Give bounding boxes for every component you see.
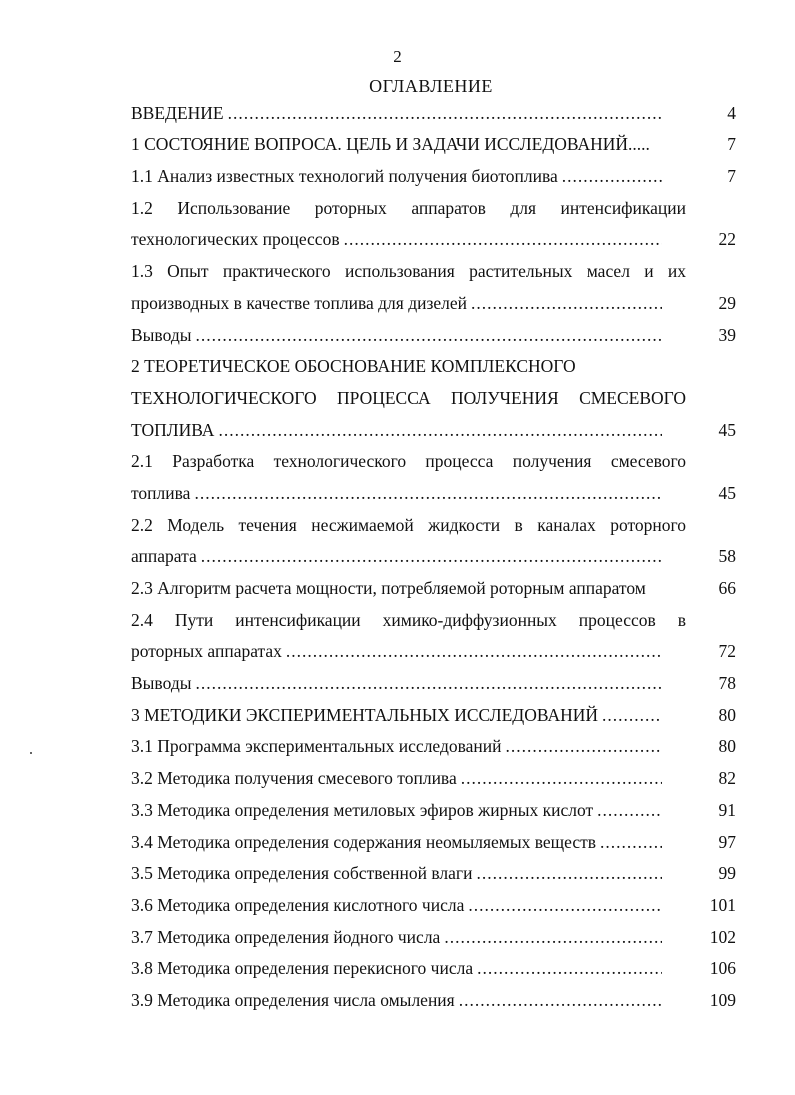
toc-entry [131,472,736,504]
toc-entry-label: ТОПЛИВА [131,419,215,440]
toc-entry-label: 3.1 Программа экспериментальных исследований [131,736,502,757]
toc-entry-page: 99 [718,863,736,884]
dot-leader [218,420,662,441]
toc-entry [131,726,736,758]
toc-entry-page: 80 [718,704,736,725]
scan-speck [30,752,32,754]
toc-entry-label: 3 МЕТОДИКИ ЭКСПЕРИМЕНТАЛЬНЫХ ИССЛЕДОВАНИЙ [131,704,598,725]
toc-entry [131,757,736,789]
toc-entry-label: 2.4 Пути интенсификации химико-диффузионных процессов в [131,609,686,630]
toc-entry-label: 3.9 Методика определения числа омыления [131,989,455,1010]
toc-entry-label: аппарата [131,546,197,567]
dot-leader [471,293,662,314]
toc-entry-page: 102 [709,926,736,947]
toc-entry-label: 2.2 Модель течения несжимаемой жидкости в каналах роторного [131,514,686,535]
toc-entry-page: 91 [718,799,736,820]
toc-entry-label: 1.1 Анализ известных технологий получения биотоплива [131,166,558,187]
toc-entry [131,536,736,568]
toc-entry-page: 66 [718,578,736,598]
toc-entry [131,219,736,251]
toc-entry [131,441,736,473]
dot-leader [476,863,662,884]
toc-entry-page: 4 [727,102,736,123]
dot-leader [602,705,662,726]
dot-leader [194,483,662,504]
toc-entry-page: 45 [718,419,736,440]
toc-entry-page: 101 [709,894,736,915]
toc-entry-label: 1.3 Опыт практического использования растительных масел и их [131,261,686,282]
dot-leader [201,546,662,567]
toc-entry-page: 72 [718,641,736,662]
toc-entry [131,377,736,409]
table-of-contents [131,92,736,1011]
toc-entry-label: 3.3 Методика определения метиловых эфиров жирных кислот [131,799,594,820]
toc-entry-label: Выводы [131,673,192,694]
dot-leader [286,641,662,662]
toc-entry-page: 58 [718,546,736,567]
toc-entry-label: ВВЕДЕНИЕ [131,102,224,123]
toc-entry [131,694,736,726]
toc-entry [131,662,736,694]
toc-entry [131,124,736,156]
dot-leader [477,958,662,979]
toc-entry-page: 97 [718,831,736,852]
toc-entry-page: 39 [718,324,736,345]
toc-entry [131,155,736,187]
toc-entry-label: 1.2 Использование роторных аппаратов для интенсификации [131,197,686,218]
dot-leader [506,736,662,757]
toc-entry [131,282,736,314]
toc-entry-label: 2.1 Разработка технологического процесса получения смесевого [131,451,686,472]
dot-leader [228,103,662,124]
dot-leader [344,229,662,250]
toc-entry-page: 82 [718,768,736,789]
toc-entry [131,979,736,1011]
toc-entry-page: 29 [718,292,736,313]
toc-entry [131,409,736,441]
toc-entry-label: топлива [131,482,191,503]
toc-entry-label: 3.7 Методика определения йодного числа [131,926,441,947]
toc-entry-label: роторных аппаратах [131,641,282,662]
toc-entry-page: 45 [718,482,736,503]
toc-entry-label: 3.4 Методика определения содержания неомыляемых веществ [131,831,597,852]
page-title: ОГЛАВЛЕНИЕ [369,76,493,96]
dot-leader [444,927,662,948]
dot-leader [195,673,662,694]
toc-entry [131,821,736,853]
toc-entry-label: 2.3 Алгоритм расчета мощности, потребляемой роторным аппаратом [131,578,646,598]
toc-entry-label: 3.8 Методика определения перекисного числа [131,958,474,979]
toc-entry-label: ТЕХНОЛОГИЧЕСКОГО ПРОЦЕССА ПОЛУЧЕНИЯ СМЕСЕВОГО [131,387,686,408]
toc-entry-label: технологических процессов [131,229,340,250]
toc-entry [131,92,736,124]
dot-leader [195,325,662,346]
toc-entry-label: 3.2 Методика получения смесевого топлива [131,768,457,789]
toc-entry-page: 106 [709,958,736,979]
toc-entry-label: 1 СОСТОЯНИЕ ВОПРОСА. ЦЕЛЬ И ЗАДАЧИ ИССЛЕДОВАНИЙ..... [131,134,650,155]
toc-entry-label: 3.6 Методика определения кислотного числа [131,894,465,915]
toc-entry [131,853,736,885]
toc-entry [131,346,736,378]
dot-leader [562,166,662,187]
toc-entry-page: 7 [727,166,736,187]
toc-entry [131,250,736,282]
page-number: 2 [393,47,402,66]
toc-entry [131,884,736,916]
dot-leader [461,768,662,789]
dot-leader [597,800,662,821]
toc-entry-page: 78 [718,673,736,694]
toc-entry-label: 2 ТЕОРЕТИЧЕСКОЕ ОБОСНОВАНИЕ КОМПЛЕКСНОГО [131,356,576,377]
toc-entry-label: производных в качестве топлива для дизелей [131,292,468,313]
toc-entry [131,916,736,948]
toc-entry [131,599,736,631]
toc-entry-page: 80 [718,736,736,757]
toc-entry [131,789,736,821]
toc-entry [131,314,736,346]
toc-entry-label: Выводы [131,324,192,345]
toc-entry [131,187,736,219]
toc-entry-label: 3.5 Методика определения собственной влаги [131,863,473,884]
dot-leader [459,990,662,1011]
toc-entry-page: 109 [709,989,736,1010]
toc-entry-page: 7 [727,134,736,155]
toc-entry [131,504,736,536]
toc-entry-page: 22 [718,229,736,250]
toc-entry [131,567,736,599]
toc-entry [131,948,736,980]
dot-leader [468,895,662,916]
toc-entry [131,631,736,663]
dot-leader [600,832,662,853]
